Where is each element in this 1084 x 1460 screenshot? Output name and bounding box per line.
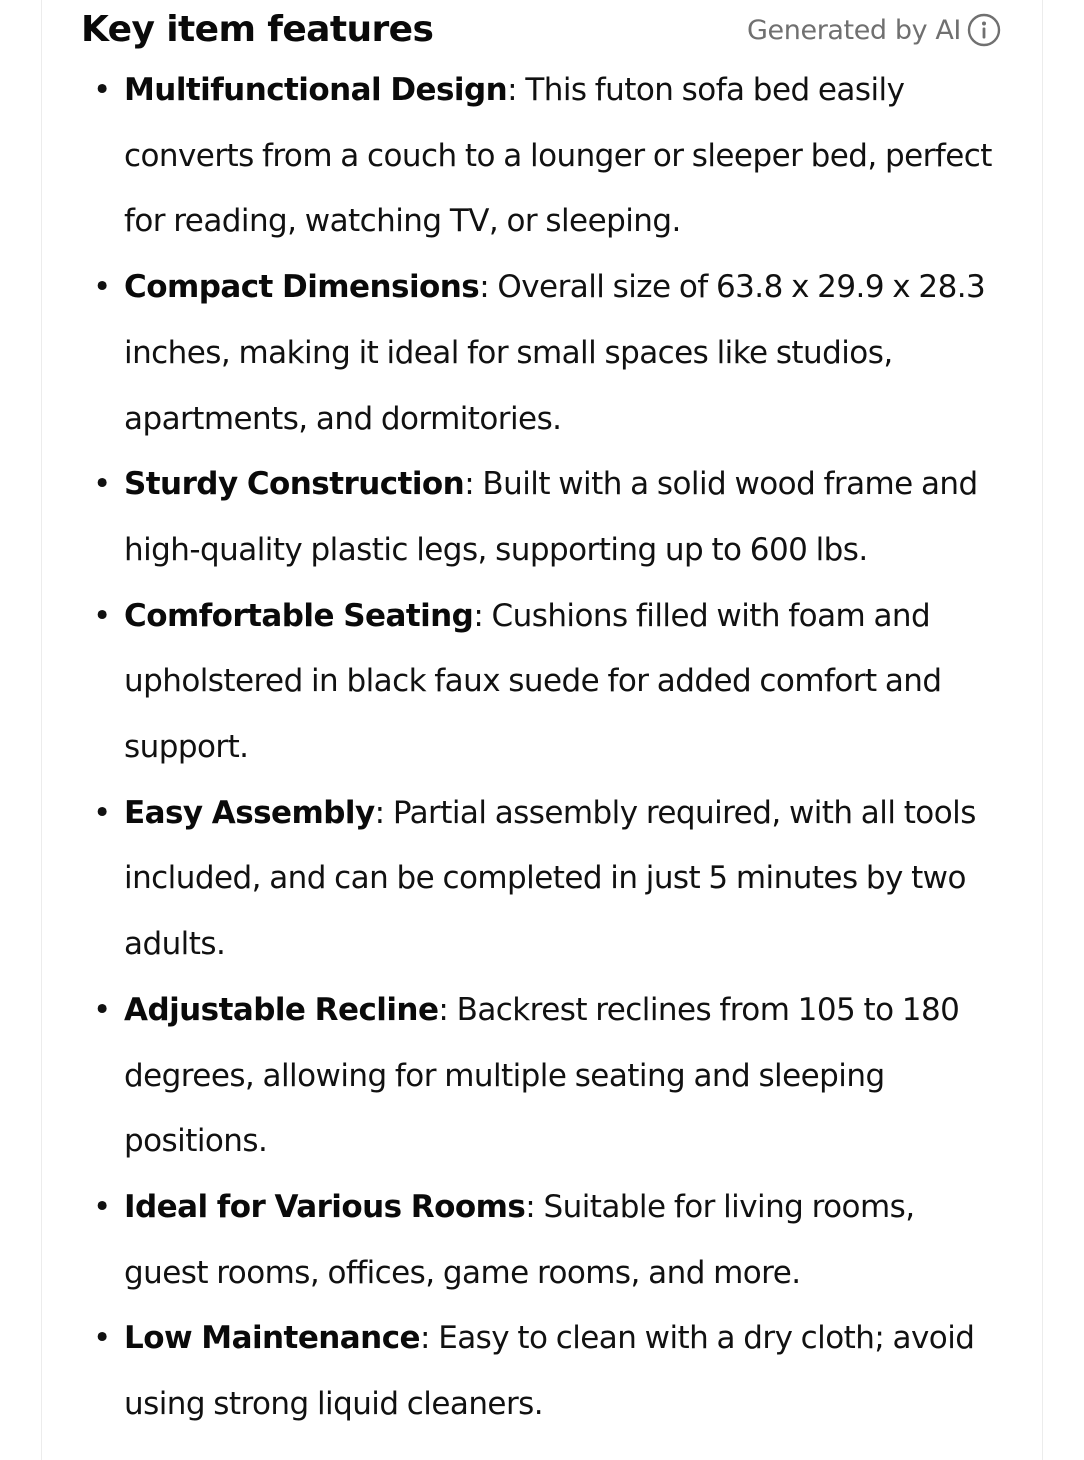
bullet-icon: • — [93, 269, 111, 306]
info-circle-icon[interactable] — [967, 13, 1001, 47]
section-title: Key item features — [81, 9, 434, 50]
features-header — [81, 6, 1001, 54]
bullet-icon: • — [93, 991, 111, 1028]
list-item — [93, 1306, 1004, 1437]
list-item — [93, 1175, 1004, 1306]
feature-separator: : — [479, 269, 498, 306]
feature-separator: : — [420, 1320, 439, 1357]
generated-by-ai-label — [747, 6, 1001, 54]
feature-separator: : — [374, 794, 393, 831]
feature-name: Compact Dimensions — [124, 269, 480, 306]
feature-name: Easy Assembly — [124, 794, 375, 831]
bullet-icon: • — [93, 597, 111, 634]
feature-name: Multifunctional Design — [124, 72, 508, 108]
bullet-icon: • — [93, 1188, 111, 1225]
feature-description: Backrest reclines from 105 to 180 degrees, allowing for multiple seating and sleeping positions. — [124, 991, 960, 1160]
feature-name: Comfortable Seating — [124, 597, 474, 634]
feature-description: Easy to clean with a dry cloth; avoid using strong liquid cleaners. — [124, 1320, 975, 1423]
feature-separator: : — [473, 597, 492, 634]
feature-description: Built with a solid wood frame and high-quality plastic legs, supporting up to 600 lbs. — [124, 466, 978, 568]
list-item — [93, 781, 1004, 978]
list-item — [93, 255, 1004, 452]
feature-description: This futon sofa bed easily converts from a couch to a lounger or sleeper bed, perfect for reading, watching TV, or sleeping. — [124, 72, 992, 240]
feature-separator: : — [438, 991, 457, 1028]
feature-name: Adjustable Recline — [124, 991, 439, 1028]
feature-separator: : — [464, 466, 483, 503]
feature-name: Ideal for Various Rooms — [124, 1188, 526, 1225]
feature-description: Overall size of 63.8 x 29.9 x 28.3 inches, making it ideal for small spaces like studios, apartments, and dormitories. — [124, 269, 986, 437]
feature-description: Partial assembly required, with all tools included, and can be completed in just 5 minutes by two adults. — [124, 794, 976, 963]
feature-list — [93, 58, 1004, 1438]
feature-name: Low Maintenance — [124, 1320, 420, 1357]
feature-description: Cushions filled with foam and upholstered in black faux suede for added comfort and support. — [124, 597, 942, 766]
generated-by-ai-text: Generated by AI — [747, 14, 961, 46]
bullet-icon: • — [93, 72, 111, 108]
feature-name: Sturdy Construction — [124, 466, 465, 503]
feature-separator: : — [525, 1188, 544, 1225]
feature-separator: : — [507, 72, 526, 108]
list-item — [93, 58, 1004, 255]
bullet-icon: • — [93, 466, 111, 503]
bullet-icon: • — [93, 794, 111, 831]
list-item — [93, 978, 1004, 1175]
list-item — [93, 584, 1004, 781]
feature-description: Suitable for living rooms, guest rooms, offices, game rooms, and more. — [124, 1188, 915, 1291]
list-item — [93, 452, 1004, 583]
bullet-icon: • — [93, 1320, 111, 1357]
